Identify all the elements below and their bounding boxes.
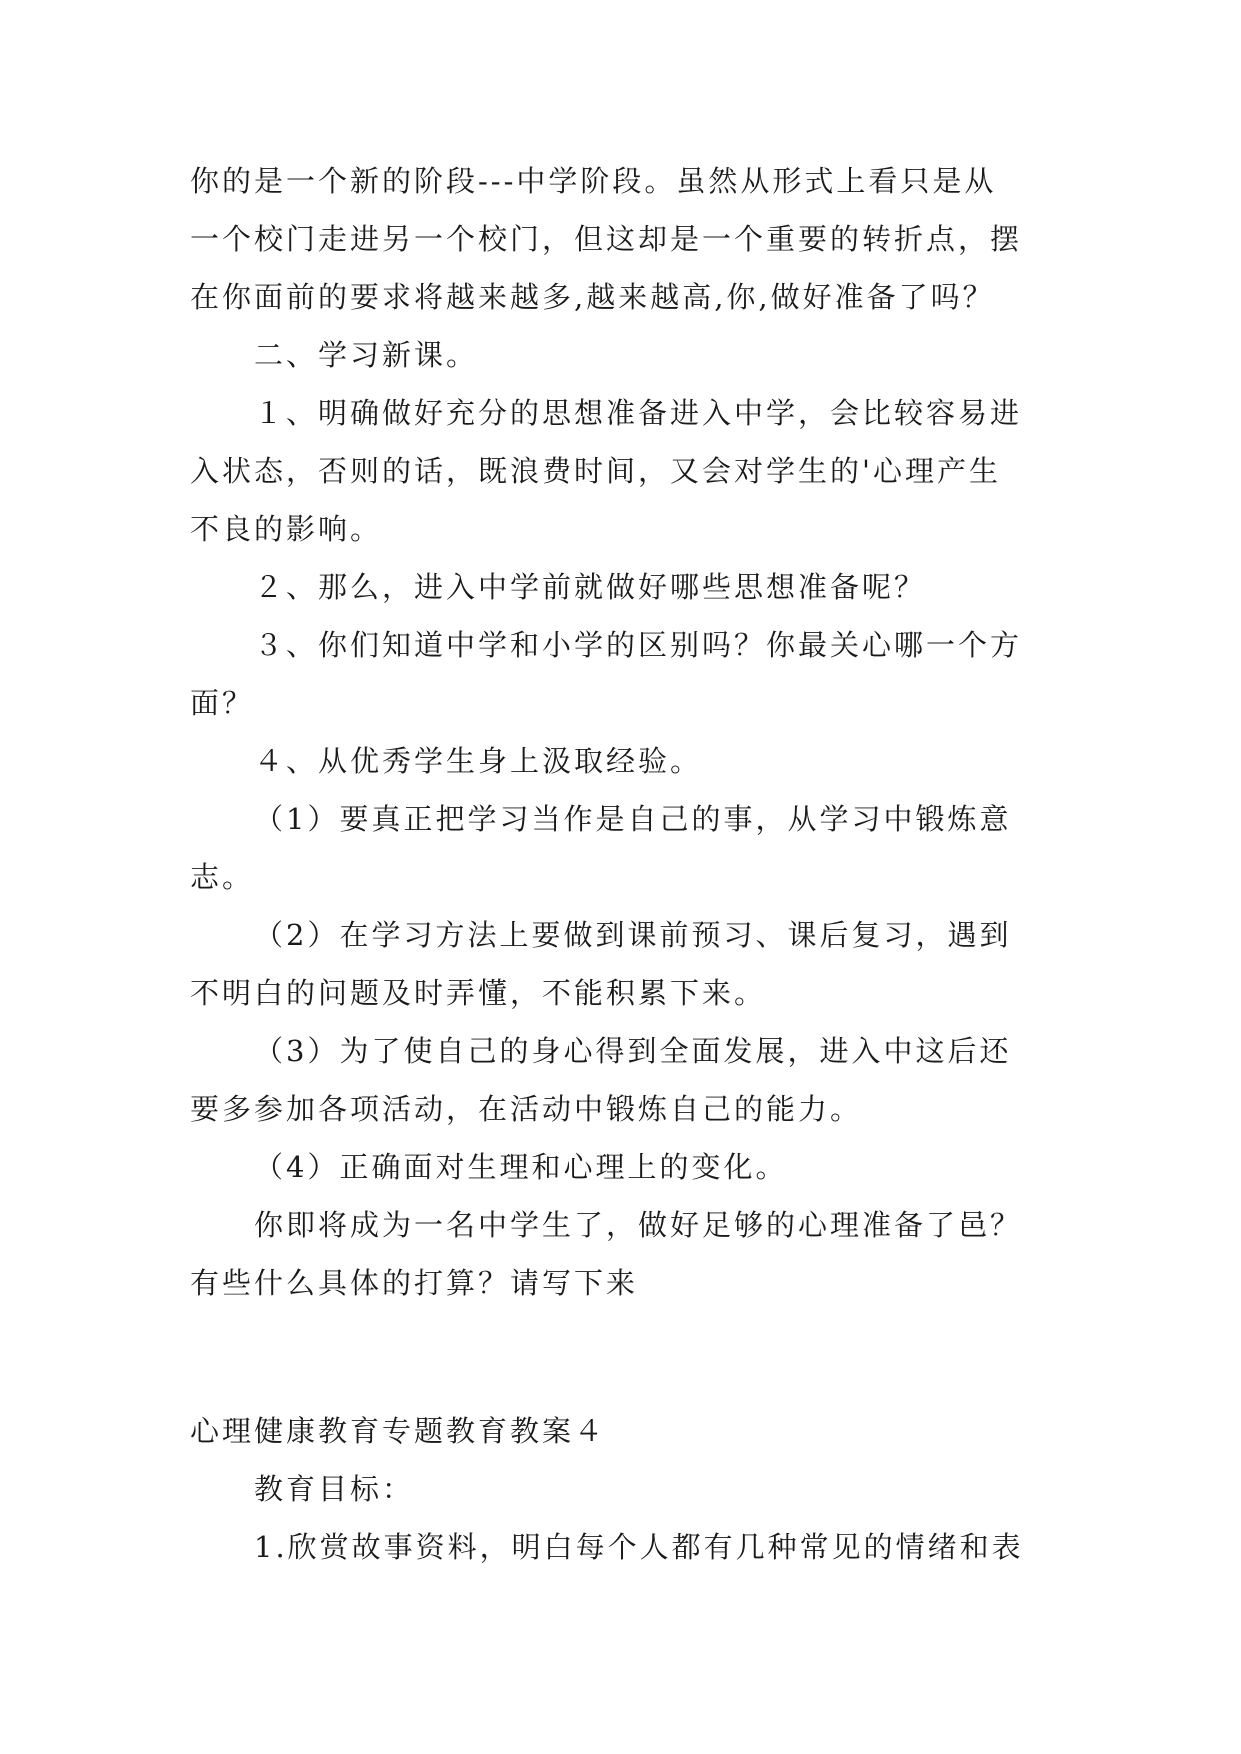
text-line: ２、那么，进入中学前就做好哪些思想准备呢？ — [254, 570, 927, 604]
text-line: 一个校门走进另一个校门，但这却是一个重要的转折点，摆 — [190, 222, 1023, 256]
text-line: ３、你们知道中学和小学的区别吗？你最关心哪一个方 — [254, 628, 1023, 662]
text-line: 不明白的问题及时弄懂，不能积累下来。 — [190, 976, 767, 1010]
text-line: （2）在学习方法上要做到课前预习、课后复习，遇到 — [254, 918, 1012, 952]
text-line: 要多参加各项活动，在活动中锻炼自己的能力。 — [190, 1092, 863, 1126]
body-text — [190, 152, 1050, 1312]
text-line: 不良的影响。 — [190, 512, 383, 546]
text-line: 志。 — [190, 860, 255, 894]
text-line: 在你面前的要求将越来越多,越来越高,你,做好准备了吗？ — [190, 280, 995, 314]
text-line: 你即将成为一名中学生了，做好足够的心理准备了邑？ — [254, 1208, 1023, 1242]
text-line: （4）正确面对生理和心理上的变化。 — [254, 1150, 788, 1184]
heading-line: 二、学习新课。 — [254, 338, 479, 372]
text-line: １、明确做好充分的思想准备进入中学，会比较容易进 — [254, 396, 1023, 430]
text-line: （1）要真正把学习当作是自己的事，从学习中锻炼意 — [254, 802, 1012, 836]
text-line: 入状态，否则的话，既浪费时间，又会对学生的'心理产生 — [190, 454, 1001, 488]
section-title: 心理健康教育专题教育教案４ — [190, 1414, 607, 1448]
text-line: 你的是一个新的阶段---中学阶段。虽然从形式上看只是从 — [190, 164, 997, 198]
text-line: 面？ — [190, 686, 255, 720]
section — [190, 1402, 1050, 1576]
text-line: 教育目标： — [254, 1472, 415, 1506]
text-line: 有些什么具体的打算？请写下来 — [190, 1266, 639, 1300]
text-line: 1.欣赏故事资料，明白每个人都有几种常见的情绪和表 — [254, 1530, 1024, 1564]
text-line: ４、从优秀学生身上汲取经验。 — [254, 744, 703, 778]
text-line: （3）为了使自己的身心得到全面发展，进入中这后还 — [254, 1034, 1012, 1068]
